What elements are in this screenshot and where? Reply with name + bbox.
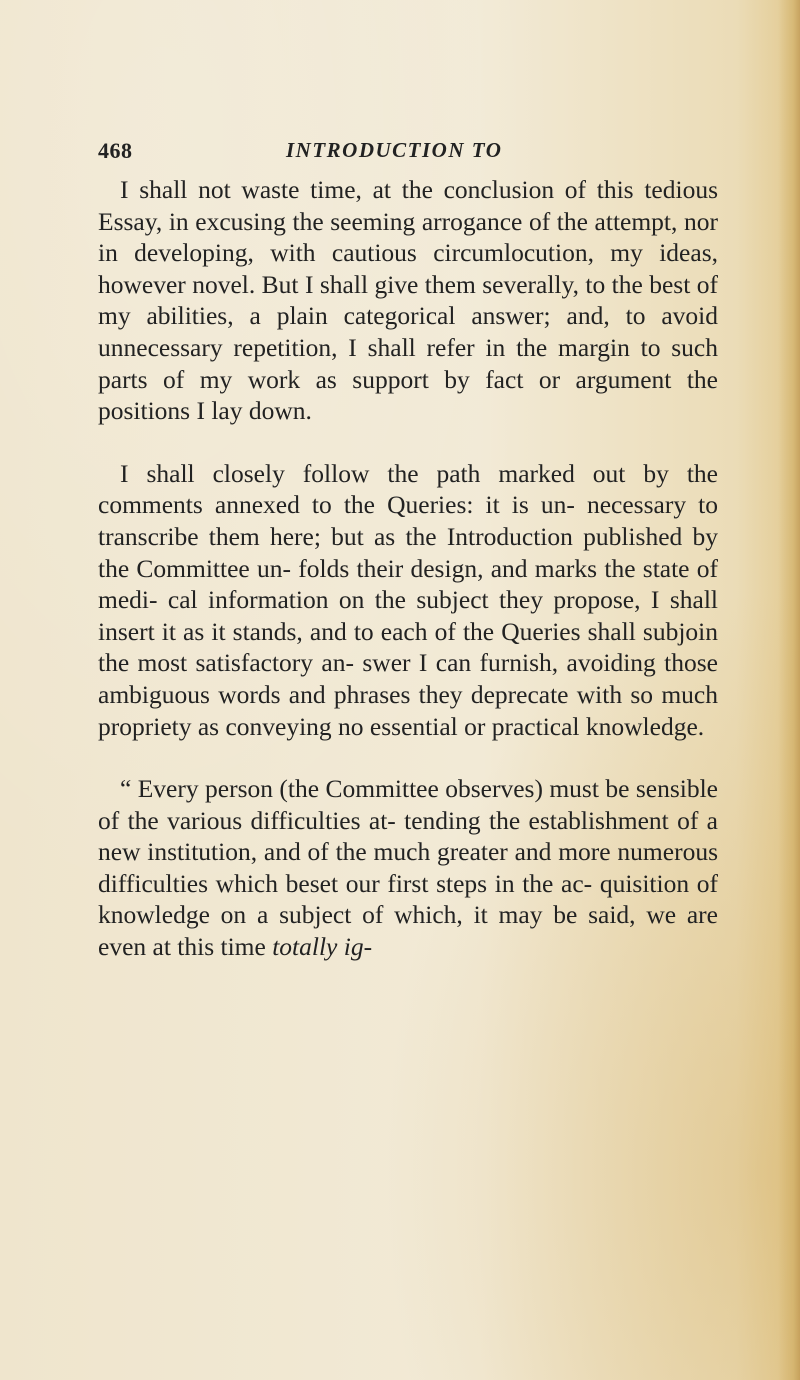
paragraph-3 [98, 773, 718, 963]
paragraph-2: I shall closely follow the path marked out by the comments annexed to the Queries: it is un- necessary to transcribe them here; but as the Introduction published by the Committee un- folds their design, and marks the state of medi- cal information on the subject they propose, I shall insert it as it stands, and to each of the Queries shall subjoin the most satisfactory an- swer I can furnish, avoiding those ambiguous words and phrases they deprecate with so much propriety as conveying no essential or practical knowledge. [98, 458, 718, 741]
page-edge-shadow [778, 0, 800, 1380]
body-text [98, 174, 718, 963]
page-header [98, 138, 718, 168]
page-number: 468 [98, 138, 133, 163]
paragraph-3-text: “ Every person (the Committee observes) must be sensible of the various difficulties at- tending the establishment of a new institution, and of the much greater and more numerous difficulties which beset our first steps in the ac- quisition of knowledge on a subject of which, it may be said, we are even at this time [98, 774, 718, 962]
running-head: INTRODUCTION TO [286, 138, 503, 162]
paragraph-3-italic-tail: totally ig- [272, 932, 373, 962]
paragraph-1: I shall not waste time, at the conclusion of this tedious Essay, in excusing the seeming arrogance of the attempt, nor in developing, with cautious circumlocution, my ideas, however novel. But I shall give them severally, to the best of my abilities, a plain categorical answer; and, to avoid unnecessary repetition, I shall refer in the margin to such parts of my work as support by fact or argument the positions I lay down. [98, 175, 718, 426]
